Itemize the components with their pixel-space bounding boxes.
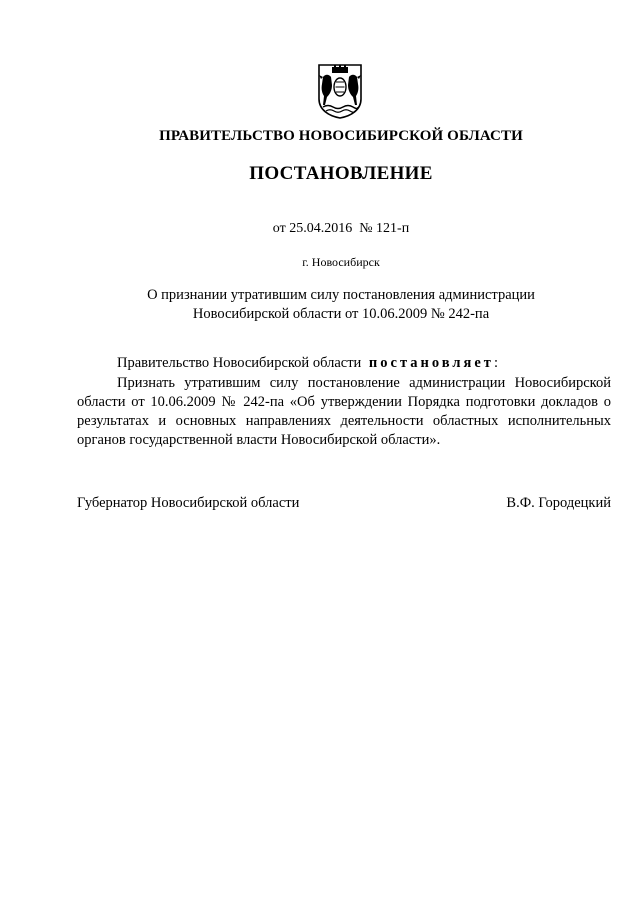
preamble-verb: постановляет [368, 355, 494, 371]
city-name: г. Новосибирск [302, 255, 380, 269]
preamble [117, 355, 498, 372]
novosibirsk-coat-of-arms-icon [317, 63, 363, 119]
document-subject [0, 286, 640, 324]
preamble-colon: : [493, 355, 498, 371]
date-and-number: от 25.04.2016 № 121-п [272, 221, 410, 236]
signatory-position: Губернатор Новосибирской области [77, 495, 300, 511]
preamble-prefix: Правительство Новосибирской области [117, 355, 362, 371]
subject-line-2: Новосибирской области от 10.06.2009 № 242-па [192, 306, 490, 322]
government-name: ПРАВИТЕЛЬСТВО НОВОСИБИРСКОЙ ОБЛАСТИ [159, 128, 523, 144]
document-type-title: ПОСТАНОВЛЕНИЕ [249, 163, 433, 184]
body-paragraph: Признать утратившим силу постановление администрации Новосибирской области от 10.06.2009 № 242-па «Об утверждении Порядка подготовки докладов о результатах и основных направлениях деятельности областных исполнительных органов государственной власти Новосибирской области». [77, 375, 611, 448]
signatory-name: В.Ф. Городецкий [506, 495, 611, 511]
subject-line-1: О признании утратившим силу постановления администрации [147, 287, 535, 303]
